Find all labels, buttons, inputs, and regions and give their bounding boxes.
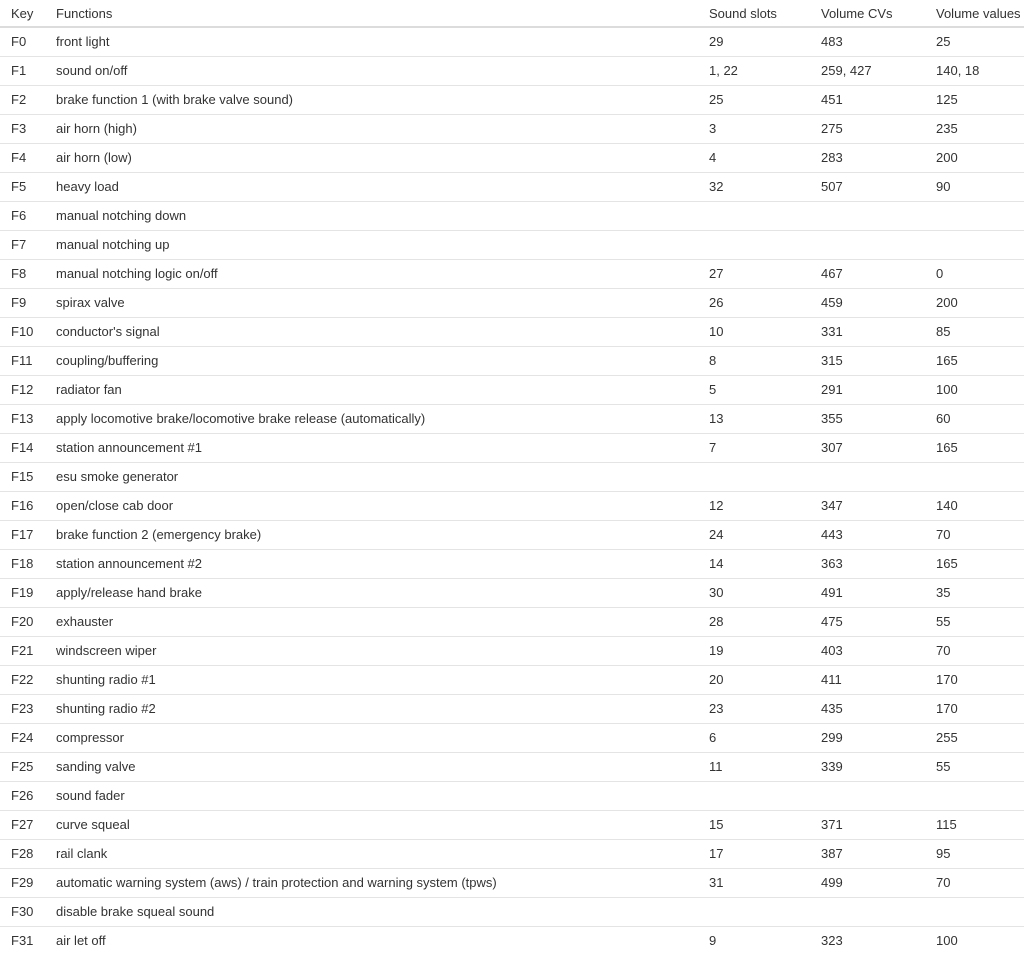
header-key: Key (0, 0, 45, 27)
table-row (0, 259, 1024, 288)
cell-function: shunting radio #2 (45, 694, 698, 723)
cell-volume-cvs: 411 (810, 665, 925, 694)
cell-volume-cvs (810, 201, 925, 230)
cell-sound-slots: 7 (698, 433, 810, 462)
cell-function: spirax valve (45, 288, 698, 317)
cell-sound-slots: 24 (698, 520, 810, 549)
cell-function: station announcement #1 (45, 433, 698, 462)
cell-volume-values: 70 (925, 868, 1024, 897)
cell-sound-slots (698, 781, 810, 810)
table-row (0, 926, 1024, 955)
cell-key: F26 (0, 781, 45, 810)
cell-function: sound on/off (45, 56, 698, 85)
header-row (0, 0, 1024, 27)
cell-function: brake function 2 (emergency brake) (45, 520, 698, 549)
table-row (0, 839, 1024, 868)
table-row (0, 404, 1024, 433)
cell-function: apply locomotive brake/locomotive brake release (automatically) (45, 404, 698, 433)
cell-function: shunting radio #1 (45, 665, 698, 694)
table-row (0, 723, 1024, 752)
cell-sound-slots: 8 (698, 346, 810, 375)
cell-volume-cvs: 507 (810, 172, 925, 201)
cell-volume-values: 125 (925, 85, 1024, 114)
cell-key: F27 (0, 810, 45, 839)
table-row (0, 114, 1024, 143)
table-row (0, 346, 1024, 375)
cell-key: F6 (0, 201, 45, 230)
cell-volume-cvs: 347 (810, 491, 925, 520)
table-row (0, 27, 1024, 56)
cell-sound-slots: 29 (698, 27, 810, 56)
cell-volume-values: 95 (925, 839, 1024, 868)
cell-key: F31 (11, 933, 34, 949)
cell-key: F10 (0, 317, 45, 346)
cell-volume-cvs: 283 (810, 143, 925, 172)
cell-function: air horn (low) (45, 143, 698, 172)
cell-key: F23 (0, 694, 45, 723)
cell-volume-cvs: 363 (810, 549, 925, 578)
cell-volume-values: 100 (936, 933, 958, 949)
cell-function: radiator fan (45, 375, 698, 404)
cell-sound-slots (698, 462, 810, 491)
cell-function: sound fader (45, 781, 698, 810)
cell-volume-cvs: 443 (810, 520, 925, 549)
table-row (0, 781, 1024, 810)
cell-volume-cvs: 499 (810, 868, 925, 897)
cell-volume-values (925, 201, 1024, 230)
cell-sound-slots: 13 (698, 404, 810, 433)
cell-volume-values: 25 (925, 27, 1024, 56)
cell-volume-cvs: 315 (810, 346, 925, 375)
cell-key: F8 (0, 259, 45, 288)
cell-volume-values: 70 (925, 636, 1024, 665)
cell-function: manual notching down (45, 201, 698, 230)
table-row (0, 694, 1024, 723)
cell-sound-slots: 5 (698, 375, 810, 404)
cell-volume-cvs: 299 (810, 723, 925, 752)
cell-key: F17 (0, 520, 45, 549)
cell-volume-values (925, 462, 1024, 491)
table-row (0, 491, 1024, 520)
cell-function: esu smoke generator (45, 462, 698, 491)
cell-sound-slots (698, 897, 810, 926)
cell-volume-cvs: 323 (821, 933, 843, 949)
cell-sound-slots: 32 (698, 172, 810, 201)
table-row (0, 433, 1024, 462)
cell-volume-values: 140 (925, 491, 1024, 520)
table-row (0, 85, 1024, 114)
cell-sound-slots: 27 (698, 259, 810, 288)
cell-volume-values: 200 (925, 288, 1024, 317)
cell-function: brake function 1 (with brake valve sound) (45, 85, 698, 114)
cell-function: air let off (56, 933, 106, 949)
cell-sound-slots: 4 (698, 143, 810, 172)
table-row (0, 143, 1024, 172)
table-row (0, 752, 1024, 781)
cell-sound-slots: 25 (698, 85, 810, 114)
cell-key: F15 (0, 462, 45, 491)
cell-function: exhauster (45, 607, 698, 636)
cell-key: F1 (0, 56, 45, 85)
cell-volume-values: 60 (925, 404, 1024, 433)
cell-volume-values: 235 (925, 114, 1024, 143)
cell-sound-slots: 26 (698, 288, 810, 317)
cell-volume-cvs: 339 (810, 752, 925, 781)
cell-volume-values: 0 (925, 259, 1024, 288)
cell-function: station announcement #2 (45, 549, 698, 578)
table-row (0, 665, 1024, 694)
cell-key: F22 (0, 665, 45, 694)
cell-volume-cvs: 491 (810, 578, 925, 607)
cell-function: rail clank (45, 839, 698, 868)
cell-key: F5 (0, 172, 45, 201)
cell-key: F12 (0, 375, 45, 404)
cell-sound-slots: 11 (698, 752, 810, 781)
cell-sound-slots: 23 (698, 694, 810, 723)
cell-key: F13 (0, 404, 45, 433)
cell-key: F19 (0, 578, 45, 607)
cell-sound-slots: 19 (698, 636, 810, 665)
cell-volume-cvs: 355 (810, 404, 925, 433)
cell-volume-values: 165 (925, 433, 1024, 462)
cell-key: F16 (0, 491, 45, 520)
cell-function: automatic warning system (aws) / train protection and warning system (tpws) (45, 868, 698, 897)
cell-volume-values: 140, 18 (925, 56, 1024, 85)
cell-volume-cvs: 331 (810, 317, 925, 346)
table-row (0, 549, 1024, 578)
table-row (0, 868, 1024, 897)
cell-sound-slots: 15 (698, 810, 810, 839)
cell-function: coupling/buffering (45, 346, 698, 375)
cell-volume-cvs: 403 (810, 636, 925, 665)
cell-key: F20 (0, 607, 45, 636)
cell-volume-cvs (810, 230, 925, 259)
cell-volume-values: 70 (925, 520, 1024, 549)
header-functions: Functions (45, 0, 698, 27)
table-row (0, 520, 1024, 549)
cell-key: F0 (0, 27, 45, 56)
cell-function: apply/release hand brake (45, 578, 698, 607)
table-row (0, 201, 1024, 230)
cell-volume-cvs: 475 (810, 607, 925, 636)
cell-sound-slots: 6 (698, 723, 810, 752)
cell-function: curve squeal (45, 810, 698, 839)
cell-sound-slots: 12 (698, 491, 810, 520)
cell-key: F25 (0, 752, 45, 781)
table-row (0, 375, 1024, 404)
header-volume-cvs: Volume CVs (810, 0, 925, 27)
cell-sound-slots: 14 (698, 549, 810, 578)
table-row (0, 607, 1024, 636)
cell-volume-values: 115 (925, 810, 1024, 839)
cell-volume-cvs: 459 (810, 288, 925, 317)
cell-volume-values: 200 (925, 143, 1024, 172)
cell-volume-values: 255 (925, 723, 1024, 752)
table-row (0, 317, 1024, 346)
cell-key: F18 (0, 549, 45, 578)
cell-volume-values (925, 230, 1024, 259)
cell-sound-slots: 17 (698, 839, 810, 868)
cell-sound-slots: 9 (709, 933, 717, 949)
cell-volume-values: 100 (925, 375, 1024, 404)
cell-sound-slots (698, 201, 810, 230)
cell-volume-cvs: 467 (810, 259, 925, 288)
table-row (0, 56, 1024, 85)
table-row (0, 636, 1024, 665)
cell-volume-cvs: 483 (810, 27, 925, 56)
cell-volume-cvs: 259, 427 (810, 56, 925, 85)
cell-key: F11 (0, 346, 45, 375)
table-row (0, 810, 1024, 839)
cell-volume-cvs: 387 (810, 839, 925, 868)
cell-function: manual notching up (45, 230, 698, 259)
cell-volume-cvs (810, 781, 925, 810)
cell-volume-cvs (810, 897, 925, 926)
cell-volume-values: 55 (925, 607, 1024, 636)
cell-function: compressor (45, 723, 698, 752)
cell-key: F29 (0, 868, 45, 897)
cell-key: F24 (0, 723, 45, 752)
cell-function: sanding valve (45, 752, 698, 781)
cell-key: F9 (0, 288, 45, 317)
cell-volume-values (925, 781, 1024, 810)
cell-sound-slots: 20 (698, 665, 810, 694)
cell-function: conductor's signal (45, 317, 698, 346)
cell-function: disable brake squeal sound (45, 897, 698, 926)
cell-key: F4 (0, 143, 45, 172)
header-sound-slots: Sound slots (698, 0, 810, 27)
cell-volume-values: 170 (925, 665, 1024, 694)
table-row (0, 172, 1024, 201)
cell-key: F7 (0, 230, 45, 259)
cell-volume-cvs: 371 (810, 810, 925, 839)
cell-volume-values: 85 (925, 317, 1024, 346)
cell-volume-values: 165 (925, 346, 1024, 375)
cell-volume-cvs: 435 (810, 694, 925, 723)
table-row (0, 462, 1024, 491)
header-volume-values: Volume values (925, 0, 1024, 27)
cell-function: windscreen wiper (45, 636, 698, 665)
cell-volume-values: 35 (925, 578, 1024, 607)
cell-volume-values: 165 (925, 549, 1024, 578)
cell-function: open/close cab door (45, 491, 698, 520)
cell-volume-values: 170 (925, 694, 1024, 723)
cell-volume-cvs: 451 (810, 85, 925, 114)
cell-key: F30 (0, 897, 45, 926)
cell-volume-values: 90 (925, 172, 1024, 201)
cell-volume-cvs (810, 462, 925, 491)
cell-volume-cvs: 275 (810, 114, 925, 143)
cell-sound-slots: 31 (698, 868, 810, 897)
cell-sound-slots: 10 (698, 317, 810, 346)
cell-volume-values: 55 (925, 752, 1024, 781)
table-header (0, 0, 1024, 27)
cell-function: heavy load (45, 172, 698, 201)
cell-sound-slots: 3 (698, 114, 810, 143)
table-row (0, 897, 1024, 926)
table-body (0, 27, 1024, 955)
cell-key: F21 (0, 636, 45, 665)
cell-volume-values (925, 897, 1024, 926)
cell-volume-cvs: 291 (810, 375, 925, 404)
cell-key: F2 (0, 85, 45, 114)
cell-sound-slots: 28 (698, 607, 810, 636)
table-row (0, 578, 1024, 607)
cell-function: front light (45, 27, 698, 56)
cell-function: air horn (high) (45, 114, 698, 143)
cell-key: F28 (0, 839, 45, 868)
cell-function: manual notching logic on/off (45, 259, 698, 288)
cell-key: F14 (0, 433, 45, 462)
cell-sound-slots: 1, 22 (698, 56, 810, 85)
cell-sound-slots (698, 230, 810, 259)
cell-sound-slots: 30 (698, 578, 810, 607)
cell-key: F3 (0, 114, 45, 143)
table-row (0, 288, 1024, 317)
cell-volume-cvs: 307 (810, 433, 925, 462)
table-row (0, 230, 1024, 259)
